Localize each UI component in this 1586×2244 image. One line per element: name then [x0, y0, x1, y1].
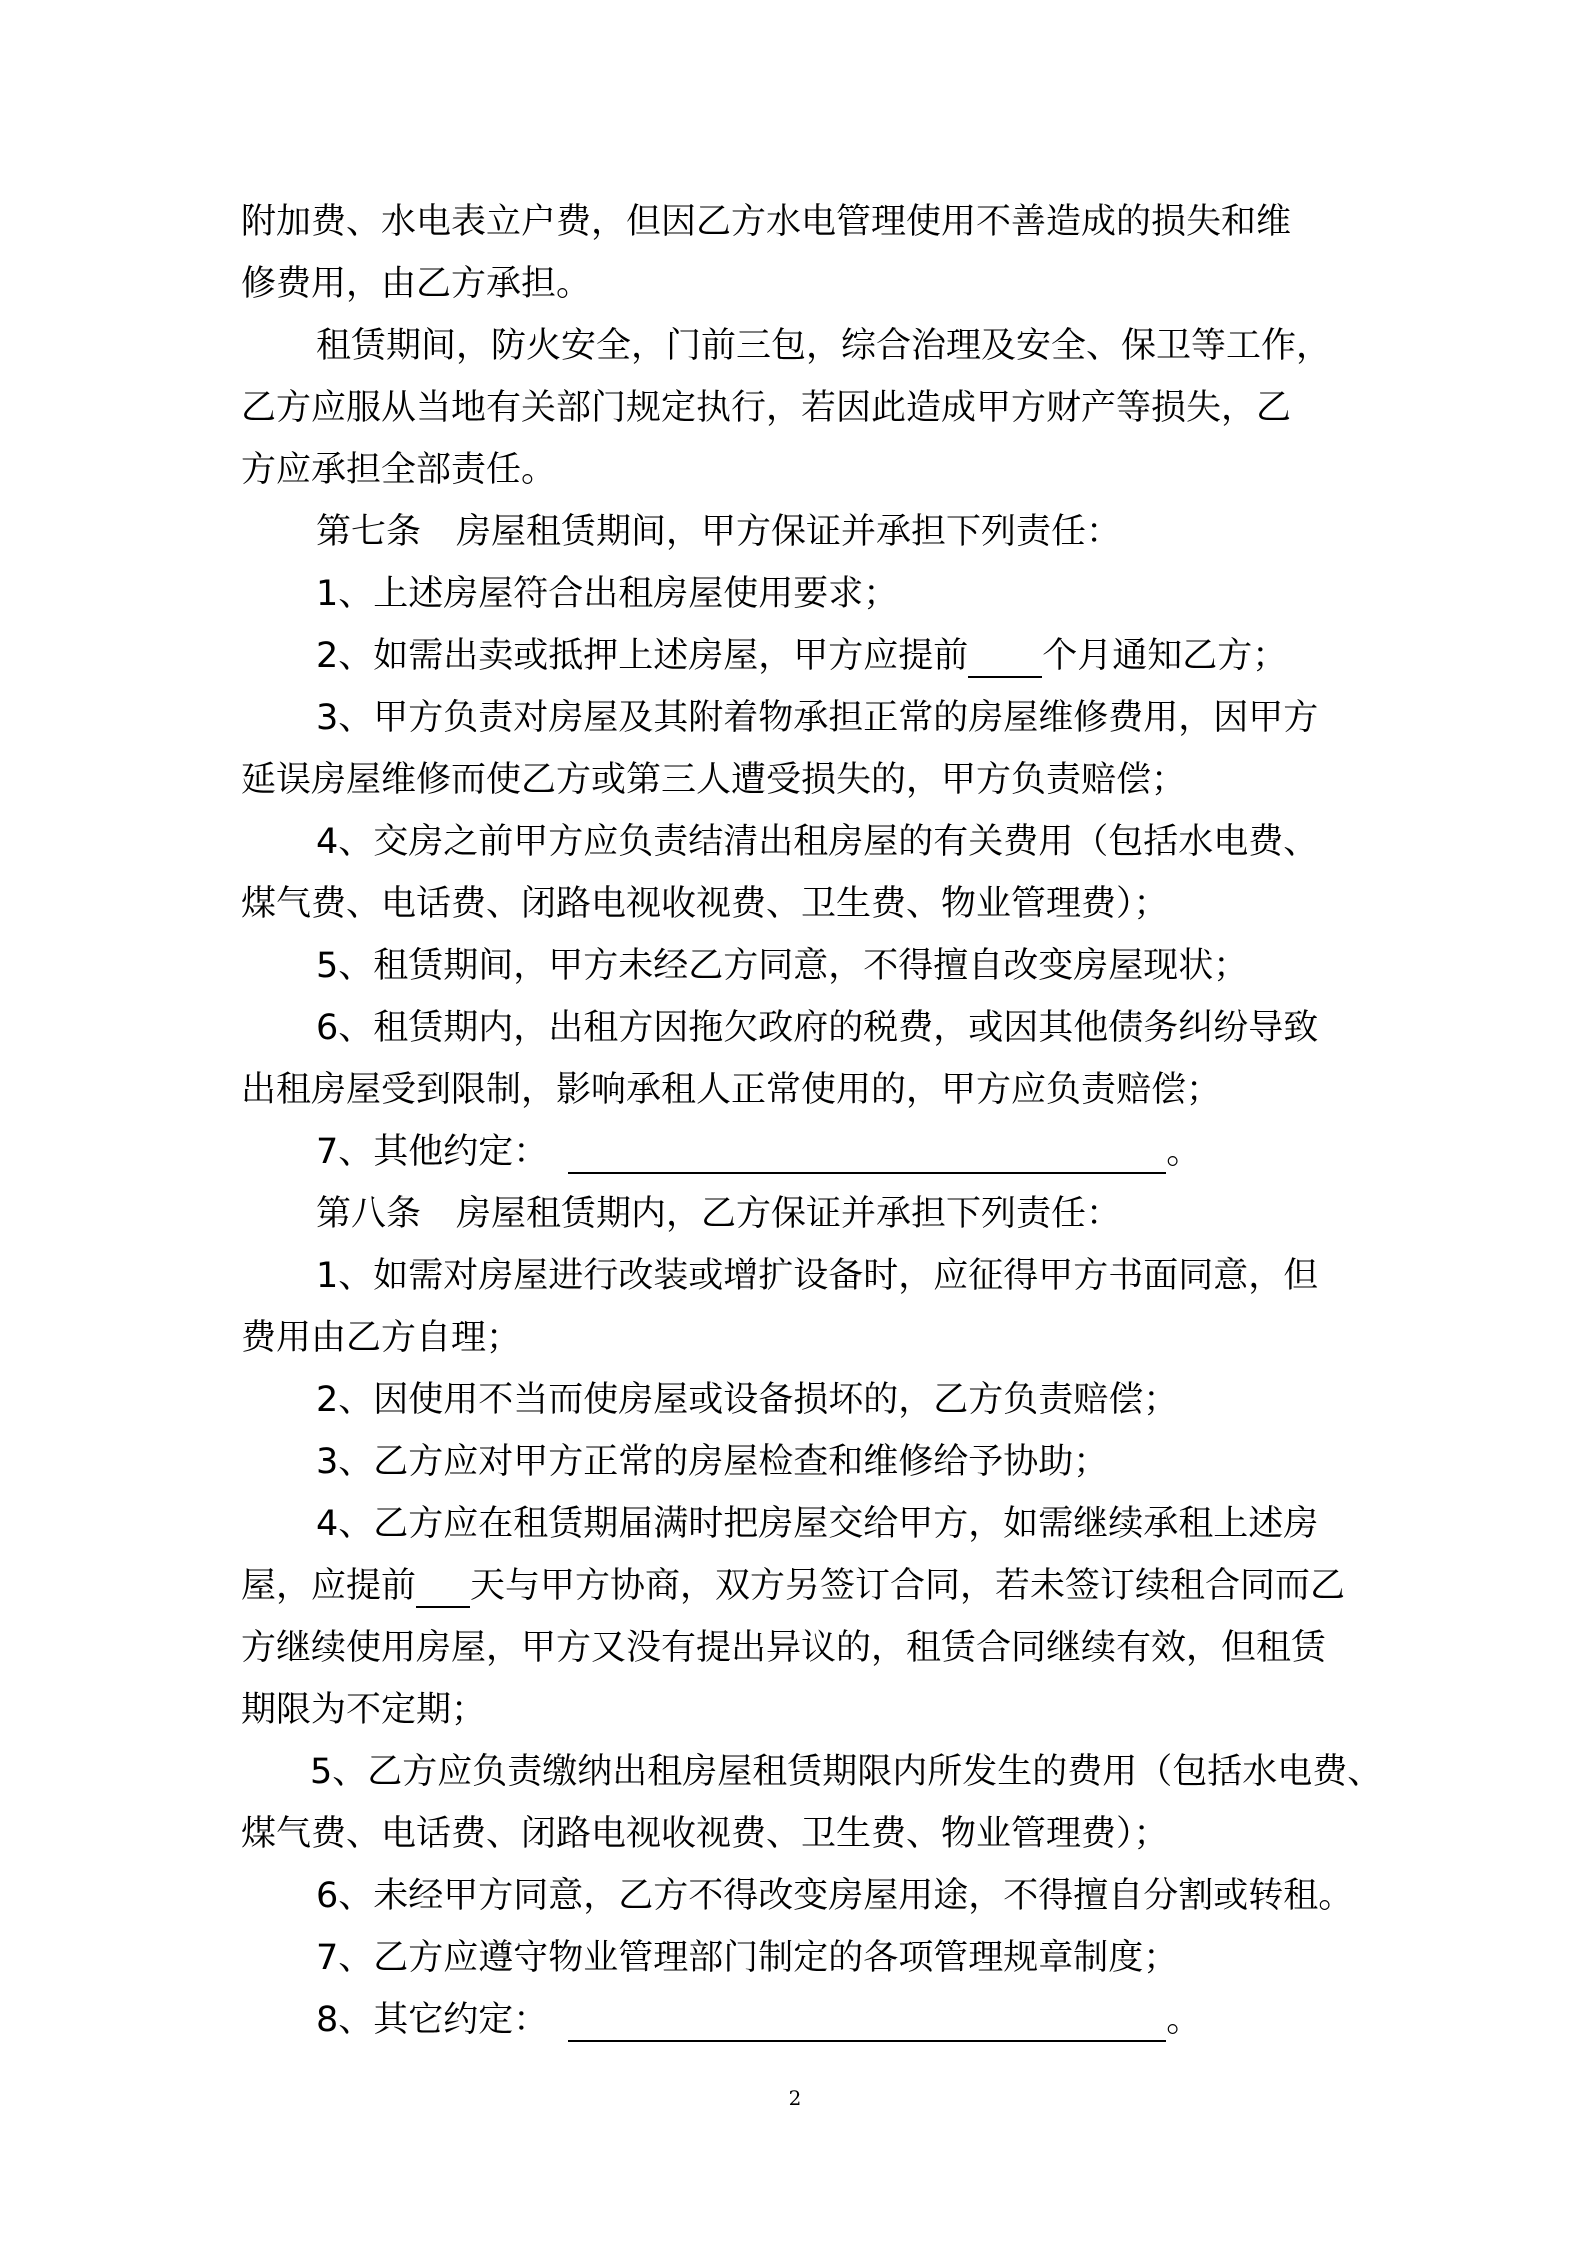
fill-in-blank: [568, 1139, 1166, 1174]
text-line: [316, 572, 898, 616]
line-text: 。: [1166, 2000, 1202, 2040]
text-line: [241, 1812, 1169, 1856]
text-line: [316, 1874, 1353, 1918]
text-line: [241, 1688, 486, 1732]
line-text: 煤气费、电话费、闭路电视收视费、卫生费、物业管理费）；: [241, 884, 1169, 924]
text-line: [316, 1998, 1201, 2042]
text-line: [241, 882, 1169, 926]
text-line: [241, 1316, 521, 1360]
line-text: 煤气费、电话费、闭路电视收视费、卫生费、物业管理费）；: [241, 1814, 1169, 1854]
text-line: [241, 262, 591, 306]
line-text: 6、未经甲方同意，乙方不得改变房屋用途，不得擅自分割或转租。: [316, 1876, 1354, 1916]
line-text: 租赁期间，防火安全，门前三包，综合治理及安全、保卫等工作，: [316, 326, 1332, 366]
line-text: 第八条 房屋租赁期内，乙方保证并承担下列责任：: [316, 1194, 1122, 1234]
line-text: 屋，应提前: [241, 1566, 417, 1606]
text-line: [316, 1130, 1201, 1174]
line-text: 7、乙方应遵守物业管理部门制定的各项管理规章制度；: [316, 1938, 1179, 1978]
text-line: [241, 1068, 1221, 1112]
line-text: 方继续使用房屋，甲方又没有提出异议的，租赁合同继续有效，但租赁: [241, 1628, 1327, 1668]
line-text: 3、乙方应对甲方正常的房屋检查和维修给予协助；: [316, 1442, 1109, 1482]
text-line: [310, 1750, 1382, 1794]
text-line: [241, 200, 1291, 244]
line-text: 5、租赁期间，甲方未经乙方同意，不得擅自改变房屋现状；: [316, 946, 1249, 986]
article-heading: [316, 1192, 1121, 1236]
line-text: 个月通知乙方；: [1042, 636, 1288, 676]
article-heading: [316, 510, 1121, 554]
text-line: [241, 1626, 1326, 1670]
line-text: 8、其它约定：: [316, 2000, 549, 2040]
fill-in-blank: [968, 643, 1042, 678]
text-line: [316, 1502, 1318, 1546]
text-line: [316, 324, 1331, 368]
line-text: 第七条 房屋租赁期间，甲方保证并承担下列责任：: [316, 512, 1122, 552]
line-text: 3、甲方负责对房屋及其附着物承担正常的房屋维修费用，因甲方: [316, 698, 1319, 738]
text-line: [316, 820, 1318, 864]
text-line: [316, 1440, 1108, 1484]
text-line: [316, 634, 1287, 678]
line-text: 4、乙方应在租赁期届满时把房屋交给甲方，如需继续承租上述房: [316, 1504, 1319, 1544]
line-text: 乙方应服从当地有关部门规定执行，若因此造成甲方财产等损失，乙: [241, 388, 1292, 428]
line-text: 1、如需对房屋进行改装或增扩设备时，应征得甲方书面同意，但: [316, 1256, 1319, 1296]
text-line: [316, 1006, 1318, 1050]
line-text: 延误房屋维修而使乙方或第三人遭受损失的，甲方负责赔偿；: [241, 760, 1187, 800]
line-text: 6、租赁期内，出租方因拖欠政府的税费，或因其他债务纠纷导致: [316, 1008, 1319, 1048]
line-text: 1、上述房屋符合出租房屋使用要求；: [316, 574, 899, 614]
line-text: 方应承担全部责任。: [241, 450, 557, 490]
fill-in-blank: [568, 2007, 1166, 2042]
text-line: [316, 1378, 1178, 1422]
text-line: [316, 944, 1248, 988]
text-line: [316, 1254, 1318, 1298]
line-text: 出租房屋受到限制，影响承租人正常使用的，甲方应负责赔偿；: [241, 1070, 1222, 1110]
line-text: 附加费、水电表立户费，但因乙方水电管理使用不善造成的损失和维: [241, 202, 1292, 242]
line-text: 7、其他约定：: [316, 1132, 549, 1172]
line-text: 5、乙方应负责缴纳出租房屋租赁期限内所发生的费用（包括水电费、: [310, 1752, 1383, 1792]
page-number: 2: [788, 2086, 802, 2110]
line-text: 2、如需出卖或抵押上述房屋，甲方应提前: [316, 636, 969, 676]
text-line: [241, 758, 1186, 802]
line-text: 费用由乙方自理；: [241, 1318, 522, 1358]
text-line: [241, 1564, 1345, 1608]
line-text: 2、因使用不当而使房屋或设备损坏的，乙方负责赔偿；: [316, 1380, 1179, 1420]
text-line: [316, 1936, 1178, 1980]
line-text: 4、交房之前甲方应负责结清出租房屋的有关费用（包括水电费、: [316, 822, 1319, 862]
fill-in-blank: [416, 1573, 470, 1608]
text-line: [316, 696, 1318, 740]
line-text: 期限为不定期；: [241, 1690, 487, 1730]
text-line: [241, 386, 1291, 430]
line-text: 天与甲方协商，双方另签订合同，若未签订续租合同而乙: [470, 1566, 1346, 1606]
line-text: 修费用，由乙方承担。: [241, 264, 592, 304]
line-text: 。: [1166, 1132, 1202, 1172]
text-line: [241, 448, 556, 492]
